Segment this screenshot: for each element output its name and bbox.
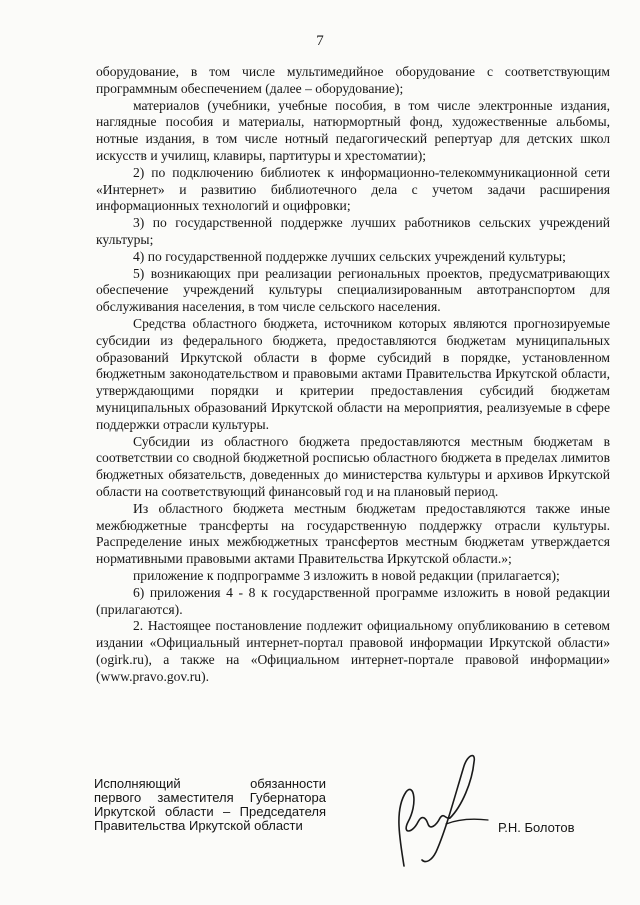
paragraph-item-4: 4) по государственной поддержке лучших сельских учреждений культуры; [133, 248, 566, 264]
paragraph-appendix-3: приложение к подпрограмме 3 изложить в новой редакции (прилагается); [133, 567, 560, 583]
paragraph-item-3: 3) по государственной поддержке лучших работников сельских учреждений культуры; [96, 215, 610, 247]
paragraph-item-6: 6) приложения 4 - 8 к государственной программе изложить в новой редакции (прилагаются). [96, 584, 610, 617]
signatory-line: первого заместителя Губернатора [94, 790, 326, 805]
paragraph-item-2: 2) по подключению библиотек к информационно-телекоммуникационной сети «Интернет» и развитию библиотечного дела с учетом задачи расширения информационных технологий и оцифровки; [96, 164, 610, 214]
paragraph-interbudget-transfers: Из областного бюджета местным бюджетам предоставляются также иные межбюджетные трансферты на государственную поддержку отрасли культуры. Распределение иных межбюджетных трансфертов местным бюджетам утверждается нормативными правовыми актами Правительства Иркутской области.»; [96, 500, 610, 567]
paragraph-item-5: 5) возникающих при реализации региональных проектов, предусматривающих обеспечение учреждений культуры специализированным автотранспортом для обслуживания населения, в том числе сельского населения. [96, 265, 610, 315]
signatory-line: Правительства Иркутской области [94, 818, 303, 833]
document-body [96, 64, 610, 685]
page-number: 7 [316, 33, 324, 49]
paragraph-federal-subsidies: Средства областного бюджета, источником которых являются прогнозируемые субсидии из федерального бюджета, предоставляются бюджетам муниципальных образований Иркутской области в форме субсидий в порядке, установленном бюджетным законодательством и правовыми актами Правительства Иркутской области, утверждающими порядки и критерии предоставления субсидий бюджетам муниципальных образований Иркутской области на мероприятия, реализуемые в сфере поддержки отрасли культуры. [96, 315, 610, 432]
paragraph-publication: 2. Настоящее постановление подлежит официальному опубликованию в сетевом издании «Официальный интернет-портал правовой информации Иркутской области» (ogirk.ru), а также на «Официальном интернет-портале правовой информации» (www.pravo.gov.ru). [96, 618, 610, 684]
paragraph-equipment: оборудование, в том числе мультимедийное оборудование с соответствующим программным обеспечением (далее – оборудование); [96, 64, 610, 96]
paragraph-regional-subsidies: Субсидии из областного бюджета предоставляются местным бюджетам в соответствии со сводной бюджетной росписью областного бюджета в пределах лимитов бюджетных обязательств, доведенных до министерства культуры и архивов Иркутской области на соответствующий финансовый год и на плановый период. [96, 433, 610, 499]
signatory-line: Исполняющий обязанности [94, 776, 326, 791]
signatory-line: Иркутской области – Председателя [94, 804, 326, 819]
paragraph-materials: материалов (учебники, учебные пособия, в том числе электронные издания, наглядные пособия и материалы, натюрмортный фонд, художественные альбомы, нотные издания, в том числе нотный педагогический репертуар для детских школ искусств и училищ, клавиры, партитуры и хрестоматии); [96, 97, 610, 163]
handwritten-signature [360, 748, 500, 873]
signatory-block [94, 777, 326, 833]
signer-name: Р.Н. Болотов [498, 820, 575, 835]
